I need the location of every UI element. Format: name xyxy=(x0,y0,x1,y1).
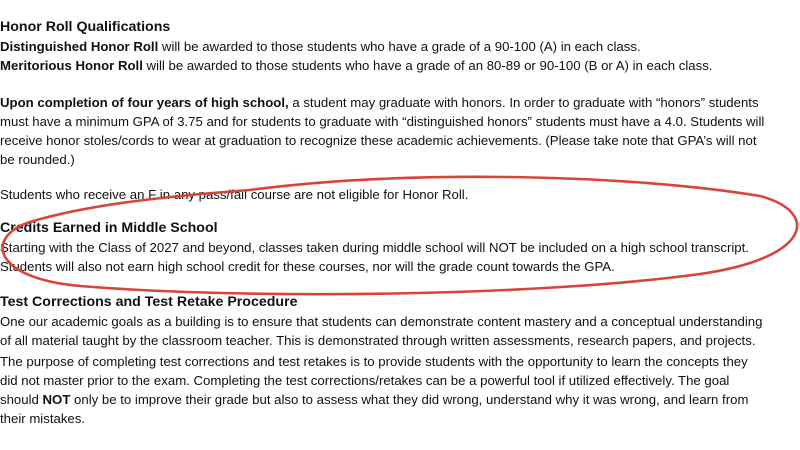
purpose-line-3 xyxy=(0,390,800,409)
credits-line-1: Starting with the Class of 2027 and beyond, classes taken during middle school will NOT be included on a high school transcript. xyxy=(0,240,749,255)
pass-fail-note xyxy=(0,185,800,204)
credits-line-2: Students will also not earn high school credit for these courses, nor will the grade count towards the GPA. xyxy=(0,259,615,274)
meritorious-honor-roll-label: Meritorious Honor Roll xyxy=(0,58,143,73)
distinguished-honor-roll-text xyxy=(0,37,800,56)
purpose-line-2: did not master prior to the exam. Completing the test corrections/retakes can be a powerful tool if utilized effectively. The goal xyxy=(0,373,730,388)
graduation-line-4: be rounded.) xyxy=(0,152,75,167)
graduation-bold-lead: Upon completion of four years of high school, xyxy=(0,95,289,110)
meritorious-honor-roll-description: will be awarded to those students who have a grade of an 80-89 or 90-100 (B or A) in each class. xyxy=(142,58,713,73)
graduation-honors-section xyxy=(0,93,800,169)
tests-line-1: One our academic goals as a building is to ensure that students can demonstrate content mastery and a conceptual understanding xyxy=(0,314,763,329)
graduation-line-1 xyxy=(0,93,800,112)
pass-fail-note-text: Students who receive an F in any pass/fail course are not eligible for Honor Roll. xyxy=(0,187,469,202)
distinguished-honor-roll-description: will be awarded to those students who have a grade of a 90-100 (A) in each class. xyxy=(158,39,641,54)
purpose-line-3-rest: only be to improve their grade but also to assess what they did wrong, understand why it was wrong, and learn from xyxy=(70,392,749,407)
purpose-line-1: The purpose of completing test corrections and test retakes is to provide students with the opportunity to learn the concepts they xyxy=(0,354,748,369)
honor-roll-section xyxy=(0,18,800,75)
meritorious-honor-roll-text xyxy=(0,56,800,75)
purpose-line-3-pre: should xyxy=(0,392,43,407)
graduation-line-2: must have a minimum GPA of 3.75 and for students to graduate with “distinguished honors” students must have a 4.0. Students will xyxy=(0,114,765,129)
test-corrections-section xyxy=(0,293,800,350)
middle-school-credits-heading: Credits Earned in Middle School xyxy=(0,220,218,236)
purpose-not-emphasis: NOT xyxy=(42,392,71,407)
purpose-line-4: their mistakes. xyxy=(0,411,86,426)
tests-line-2: of all material taught by the classroom teacher. This is demonstrated through written assessments, research papers, and projects. xyxy=(0,333,756,348)
distinguished-honor-roll-label: Distinguished Honor Roll xyxy=(0,39,159,54)
honor-roll-heading: Honor Roll Qualifications xyxy=(0,19,171,35)
graduation-line-1-rest: a student may graduate with honors. In order to graduate with “honors” students xyxy=(288,95,759,110)
retake-purpose-section xyxy=(0,352,800,428)
test-corrections-heading: Test Corrections and Test Retake Procedure xyxy=(0,294,298,310)
graduation-line-3: receive honor stoles/cords to wear at graduation to recognize these academic achievements. (Please take note that GPA’s will not xyxy=(0,133,757,148)
middle-school-credits-section xyxy=(0,219,800,276)
